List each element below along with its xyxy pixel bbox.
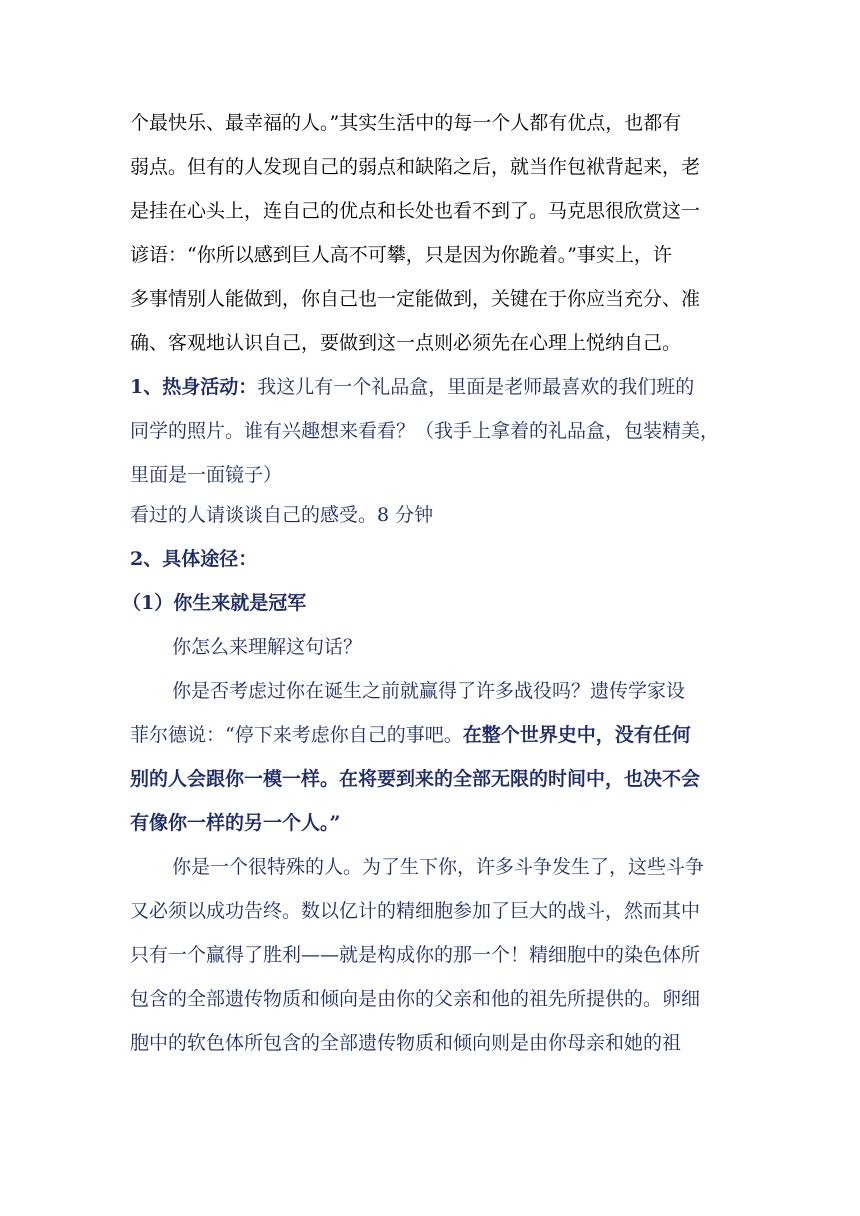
warmup-text: 我这儿有一个礼品盒，里面是老师最喜欢的我们班的 [257, 376, 695, 398]
after-warmup-line: 看过的人请谈谈自己的感受。8 分钟 [130, 504, 434, 526]
warmup-line-1 [130, 376, 730, 399]
warmup-line-3: 里面是一面镜子） [130, 464, 283, 486]
section-2-title: 2、具体途径： [130, 548, 258, 570]
text-line: 谚语：“你所以感到巨人高不可攀，只是因为你跪着。”事实上，许 [130, 244, 672, 266]
special-line-1: 你是一个很特殊的人。为了生下你，许多斗争发生了，这些斗争 [172, 856, 705, 878]
text-line: 弱点。但有的人发现自己的弱点和缺陷之后，就当作包袱背起来，老 [130, 156, 701, 178]
quote-line-1: 你是否考虑过你在诞生之前就赢得了许多战役吗？遗传学家设 [172, 680, 686, 702]
subsection-1-title: （1）你生来就是冠军 [122, 592, 307, 614]
quote-line-3: 别的人会跟你一模一样。在将要到来的全部无限的时间中，也决不会 [130, 768, 701, 790]
warmup-line-2: 同学的照片。谁有兴趣想来看看？（我手上拿着的礼品盒，包装精美， [130, 420, 720, 442]
quote-line-4: 有像你一样的另一个人。” [130, 812, 341, 834]
special-line-5: 胞中的软色体所包含的全部遗传物质和倾向则是由你母亲和她的祖 [130, 1032, 682, 1054]
quote-line-2 [130, 724, 730, 747]
text-line: 多事情别人能做到，你自己也一定能做到，关键在于你应当充分、准 [130, 288, 701, 310]
warmup-label: 1、热身活动： [130, 376, 258, 398]
special-line-3: 只有一个赢得了胜利——就是构成你的那一个！精细胞中的染色体所 [130, 944, 701, 966]
document-page [122, 112, 730, 1076]
quote-plain: 菲尔德说：“停下来考虑你自己的事吧。 [130, 724, 463, 746]
text-line: 是挂在心头上，连自己的优点和长处也看不到了。马克思很欣赏这一 [130, 200, 701, 222]
special-line-4: 包含的全部遗传物质和倾向是由你的父亲和他的祖先所提供的。卵细 [130, 988, 701, 1010]
text-line: 个最快乐、最幸福的人。”其实生活中的每一个人都有优点，也都有 [130, 112, 682, 134]
text-line: 确、客观地认识自己，要做到这一点则必须先在心理上悦纳自己。 [130, 332, 682, 354]
quote-bold: 在整个世界史中，没有任何 [462, 724, 691, 746]
question-line: 你怎么来理解这句话？ [172, 636, 363, 658]
special-line-2: 又必须以成功告终。数以亿计的精细胞参加了巨大的战斗，然而其中 [130, 900, 701, 922]
